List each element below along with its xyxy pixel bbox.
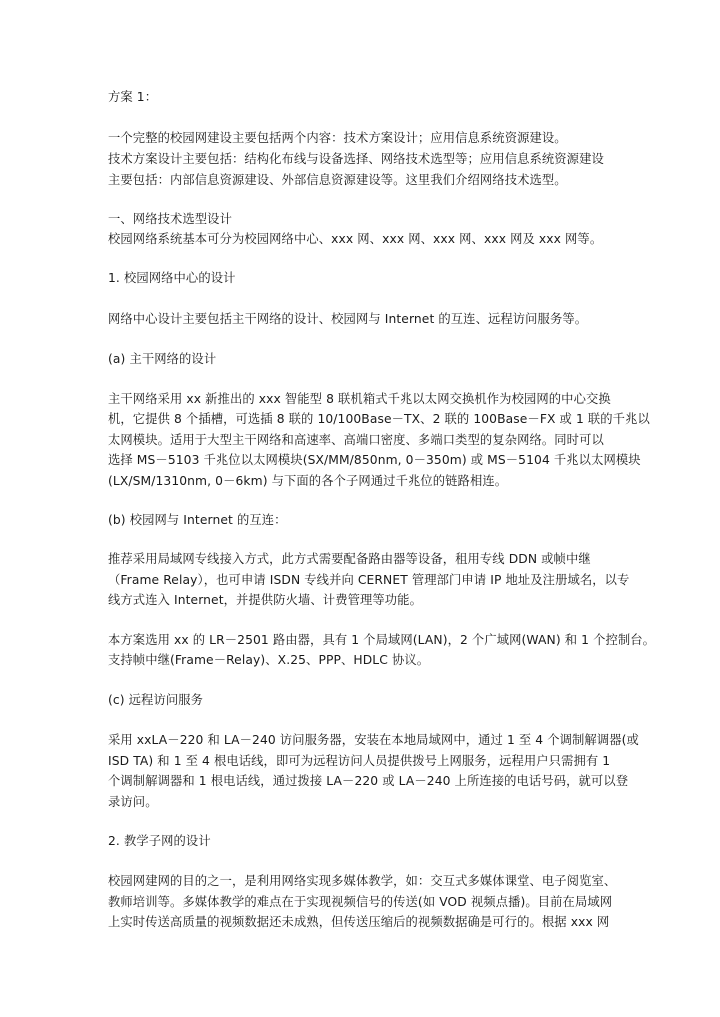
paragraph: 校园网络系统基本可分为校园网络中心、xxx 网、xxx 网、xxx 网、xxx 网及 xxx 网等。 (108, 232, 603, 246)
part-heading: (c) 远程访问服务 (108, 693, 204, 707)
paragraph-line: 本方案选用 xx 的 LR－2501 路由器，具有 1 个局域网(LAN)，2 个广域网(WAN) 和 1 个控制台。 (108, 633, 656, 647)
paragraph-line: 支持帧中继(Frame－Relay)、X.25、PPP、HDLC 协议。 (108, 653, 430, 667)
paragraph-line: 个调制解调器和 1 根电话线，通过拨接 LA－220 或 LA－240 上所连接的电话号码，就可以登 (108, 774, 629, 788)
paragraph-line: （Frame Relay），也可申请 ISDN 专线并向 CERNET 管理部门申请 IP 地址及注册域名，以专 (108, 573, 630, 587)
document-title: 方案 1： (108, 90, 158, 104)
subsection-heading: 2. 教学子网的设计 (108, 834, 211, 848)
subsection-heading: 1. 校园网络中心的设计 (108, 271, 236, 285)
paragraph-line: 选择 MS－5103 千兆位以太网模块(SX/MM/850nm, 0－350m) 或 MS－5104 千兆以太网模块 (108, 453, 641, 467)
paragraph-line: 录访问。 (108, 795, 158, 809)
paragraph-line: (LX/SM/1310nm, 0－6km) 与下面的各个子网通过千兆位的链路相连。 (108, 474, 508, 488)
intro-line: 一个完整的校园网建设主要包括两个内容：技术方案设计；应用信息系统资源建设。 (108, 131, 567, 145)
section-heading: 一、网络技术选型设计 (108, 212, 232, 226)
paragraph-line: ISD TA) 和 1 至 4 根电话线，即可为远程访问人员提供拨号上网服务，远程用户只需拥有 1 (108, 754, 611, 768)
paragraph-line: 机，它提供 8 个插槽，可选插 8 联的 10/100Base－TX、2 联的 100Base－FX 或 1 联的千兆以 (108, 412, 650, 426)
part-heading: (b) 校园网与 Internet 的互连： (108, 513, 287, 527)
paragraph-line: 线方式连入 Internet，并提供防火墙、计费管理等功能。 (108, 593, 422, 607)
paragraph-line: 校园网建网的目的之一，是利用网络实现多媒体教学，如：交互式多媒体课堂、电子阅览室、 (108, 874, 617, 888)
paragraph: 网络中心设计主要包括主干网络的设计、校园网与 Internet 的互连、远程访问服务等。 (108, 312, 588, 326)
intro-line: 主要包括：内部信息资源建设、外部信息资源建设等。这里我们介绍网络技术选型。 (108, 173, 567, 187)
paragraph-line: 上实时传送高质量的视频数据还未成熟，但传送压缩后的视频数据确是可行的。根据 xxx 网 (108, 915, 610, 929)
paragraph-line: 教师培训等。多媒体教学的难点在于实现视频信号的传送(如 VOD 视频点播)。目前在局域网 (108, 895, 613, 909)
paragraph-line: 主干网络采用 xx 新推出的 xxx 智能型 8 联机箱式千兆以太网交换机作为校园网的中心交换 (108, 392, 611, 406)
paragraph-line: 太网模块。适用于大型主干网络和高速率、高端口密度、多端口类型的复杂网络。同时可以 (108, 433, 604, 447)
paragraph-line: 采用 xxLA－220 和 LA－240 访问服务器，安装在本地局域网中，通过 1 至 4 个调制解调器(或 (108, 733, 639, 747)
paragraph-line: 推荐采用局域网专线接入方式，此方式需要配备路由器等设备，租用专线 DDN 或帧中继 (108, 552, 591, 566)
part-heading: (a) 主干网络的设计 (108, 352, 217, 366)
intro-line: 技术方案设计主要包括：结构化布线与设备选择、网络技术选型等；应用信息系统资源建设 (108, 152, 604, 166)
